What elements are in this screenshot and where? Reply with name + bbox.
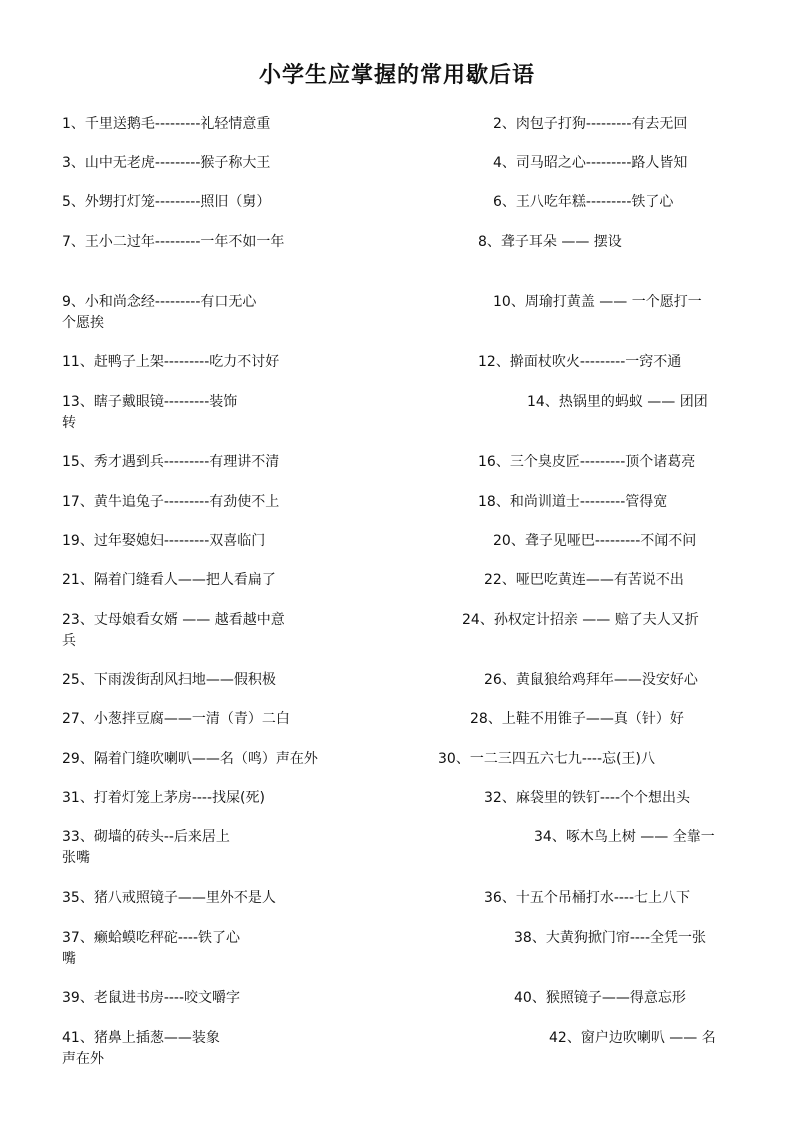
proverb-38-continued: 嘴: [62, 951, 76, 967]
proverb-4: 4、司马昭之心---------路人皆知: [493, 155, 688, 171]
proverb-32: 32、麻袋里的铁钉----个个想出头: [484, 790, 691, 806]
proverb-42: 42、窗户边吹喇叭 —— 名: [549, 1030, 716, 1046]
proverb-29: 29、隔着门缝吹喇叭——名（鸣）声在外: [62, 751, 318, 767]
proverb-37: 37、癞蛤蟆吃秤砣----铁了心: [62, 930, 241, 946]
proverb-28: 28、上鞋不用锥子——真（针）好: [470, 711, 684, 727]
proverb-8: 8、聋子耳朵 —— 摆设: [478, 234, 622, 250]
proverb-10: 10、周瑜打黄盖 —— 一个愿打一: [493, 294, 702, 310]
proverb-2: 2、肉包子打狗---------有去无回: [493, 116, 688, 132]
proverb-34: 34、啄木鸟上树 —— 全靠一: [534, 829, 715, 845]
proverb-38: 38、大黄狗掀门帘----全凭一张: [514, 930, 707, 946]
proverb-36: 36、十五个吊桶打水----七上八下: [484, 890, 691, 906]
proverb-33: 33、砌墙的砖头--后来居上: [62, 829, 230, 845]
proverb-24-continued: 兵: [62, 633, 76, 649]
proverb-26: 26、黄鼠狼给鸡拜年——没安好心: [484, 672, 698, 688]
proverb-27: 27、小葱拌豆腐——一清（青）二白: [62, 711, 290, 727]
proverb-12: 12、擀面杖吹火---------一窍不通: [478, 354, 682, 370]
proverb-18: 18、和尚训道士---------管得宽: [478, 494, 668, 510]
proverb-13: 13、瞎子戴眼镜---------装饰: [62, 394, 238, 410]
proverb-22: 22、哑巴吃黄连——有苦说不出: [484, 572, 684, 588]
proverb-6: 6、王八吃年糕---------铁了心: [493, 194, 674, 210]
proverb-24: 24、孙权定计招亲 —— 赔了夫人又折: [462, 612, 699, 628]
proverb-1: 1、千里送鹅毛---------礼轻情意重: [62, 116, 271, 132]
proverb-40: 40、猴照镜子——得意忘形: [514, 990, 686, 1006]
proverb-9: 9、小和尚念经---------有口无心: [62, 294, 257, 310]
proverb-16: 16、三个臭皮匠---------顶个诸葛亮: [478, 454, 696, 470]
proverb-30: 30、一二三四五六七九----忘(王)八: [438, 751, 655, 767]
proverb-14-continued: 转: [62, 415, 76, 431]
proverb-42-continued: 声在外: [62, 1051, 104, 1067]
proverb-7: 7、王小二过年---------一年不如一年: [62, 234, 285, 250]
proverb-11: 11、赶鸭子上架---------吃力不讨好: [62, 354, 280, 370]
proverb-25: 25、下雨泼街刮风扫地——假积极: [62, 672, 276, 688]
proverb-19: 19、过年娶媳妇---------双喜临门: [62, 533, 266, 549]
proverb-35: 35、猪八戒照镜子——里外不是人: [62, 890, 276, 906]
proverb-5: 5、外甥打灯笼---------照旧（舅）: [62, 194, 271, 210]
proverb-14: 14、热锅里的蚂蚁 —— 团团: [527, 394, 708, 410]
proverb-31: 31、打着灯笼上茅房----找屎(死): [62, 790, 265, 806]
page-title: 小学生应掌握的常用歇后语: [258, 63, 535, 88]
proverb-10-continued: 个愿挨: [62, 315, 104, 331]
proverb-41: 41、猪鼻上插葱——装象: [62, 1030, 220, 1046]
proverb-34-continued: 张嘴: [62, 850, 90, 866]
proverb-15: 15、秀才遇到兵---------有理讲不清: [62, 454, 280, 470]
proverb-20: 20、聋子见哑巴---------不闻不问: [493, 533, 697, 549]
proverb-39: 39、老鼠进书房----咬文嚼字: [62, 990, 241, 1006]
proverb-21: 21、隔着门缝看人——把人看扁了: [62, 572, 276, 588]
proverb-17: 17、黄牛追兔子---------有劲使不上: [62, 494, 280, 510]
proverb-23: 23、丈母娘看女婿 —— 越看越中意: [62, 612, 285, 628]
proverb-3: 3、山中无老虎---------猴子称大王: [62, 155, 271, 171]
